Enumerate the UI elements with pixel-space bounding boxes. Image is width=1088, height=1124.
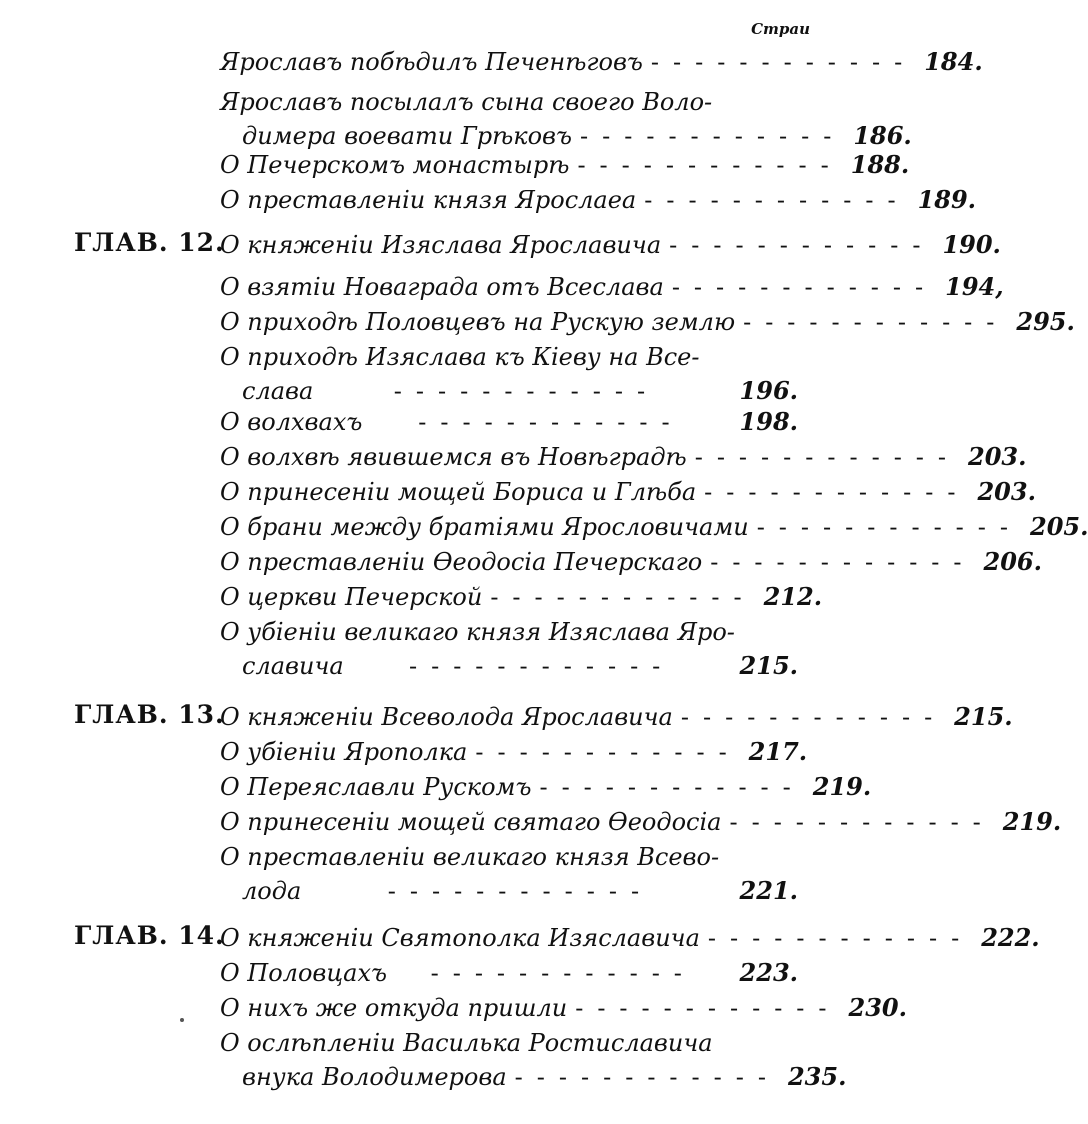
toc-page-number: 186. bbox=[853, 121, 912, 150]
toc-entry-line bbox=[220, 545, 1042, 579]
toc-page-number: 194, bbox=[945, 272, 1004, 301]
toc-entry-line bbox=[220, 1026, 798, 1060]
toc-entry bbox=[220, 183, 977, 217]
toc-entry bbox=[220, 1026, 847, 1094]
toc-entry bbox=[220, 475, 1036, 509]
chapter-14-heading: ГЛАВ. 14. bbox=[74, 921, 225, 950]
toc-entry-title: Ярославъ побѣдилъ Печенѣговъ bbox=[220, 48, 643, 76]
toc-entry bbox=[220, 770, 872, 804]
toc-entry bbox=[220, 805, 1062, 839]
toc-page-number: 222. bbox=[981, 923, 1040, 952]
toc-entry-title: О Переяславли Рускомъ bbox=[220, 773, 532, 801]
toc-entry-title: О нихъ же откуда пришли bbox=[220, 994, 568, 1022]
toc-entry-title: слава bbox=[242, 377, 314, 405]
dot-leader: ------------ bbox=[475, 738, 741, 766]
dot-leader: ------------ bbox=[580, 122, 846, 150]
toc-entry-line bbox=[220, 85, 798, 119]
toc-entry-title: О волхвахъ bbox=[220, 408, 363, 436]
dot-leader: ------------ bbox=[408, 652, 675, 680]
toc-entry-title: Ярославъ посылалъ сына своего Воло- bbox=[220, 88, 713, 116]
toc-page-number: 205. bbox=[1030, 512, 1088, 541]
toc-entry-line bbox=[220, 649, 798, 683]
toc-entry-line bbox=[220, 991, 907, 1025]
dot-leader: ------------ bbox=[650, 48, 917, 76]
dot-leader: ------------ bbox=[577, 151, 843, 179]
toc-entry-title: О убiенiи великаго князя Изяслава Яро- bbox=[220, 618, 735, 646]
dot-leader: ------------ bbox=[418, 408, 684, 436]
toc-entry bbox=[220, 615, 798, 683]
toc-entry-line bbox=[220, 956, 798, 990]
dot-leader: ------------ bbox=[387, 877, 654, 905]
dot-leader: ------------ bbox=[710, 548, 976, 576]
toc-entry-line bbox=[220, 510, 1088, 544]
toc-page-number: 198. bbox=[739, 407, 798, 436]
toc-entry-line bbox=[220, 340, 798, 374]
toc-entry-line bbox=[220, 921, 1040, 955]
toc-entry-line bbox=[220, 580, 823, 614]
toc-page-number: 184. bbox=[924, 47, 983, 76]
toc-entry-line bbox=[220, 270, 1004, 304]
toc-entry bbox=[220, 700, 1013, 734]
toc-entry-line bbox=[220, 840, 798, 874]
toc-page-number: 196. bbox=[739, 376, 798, 405]
toc-entry bbox=[220, 510, 1088, 544]
toc-entry-line bbox=[220, 615, 798, 649]
toc-entry-title: О брани между братiями Ярословичами bbox=[220, 513, 749, 541]
ink-speck bbox=[180, 1018, 184, 1022]
dot-leader: ------------ bbox=[575, 994, 841, 1022]
dot-leader: ------------ bbox=[393, 377, 660, 405]
toc-entry bbox=[220, 921, 1040, 955]
toc-entry bbox=[220, 440, 1027, 474]
toc-entry-line bbox=[220, 374, 798, 408]
dot-leader: ------------ bbox=[694, 443, 961, 471]
dot-leader: ------------ bbox=[514, 1063, 780, 1091]
dot-leader: ------------ bbox=[430, 959, 696, 987]
toc-entry-line bbox=[220, 770, 872, 804]
toc-entry-title: лода bbox=[242, 877, 302, 905]
chapter-13-heading: ГЛАВ. 13. bbox=[74, 700, 225, 729]
toc-entry-line bbox=[220, 874, 798, 908]
toc-entry-title: О княженiи Святополка Изяславича bbox=[220, 924, 700, 952]
toc-entry bbox=[220, 991, 907, 1025]
toc-page-number: 215. bbox=[739, 651, 798, 680]
toc-entry-title: О княженiи Всеволода Ярославича bbox=[220, 703, 673, 731]
toc-page-number: 221. bbox=[739, 876, 798, 905]
toc-entry bbox=[220, 545, 1042, 579]
toc-entry-line bbox=[220, 1060, 847, 1094]
toc-entry-title: О преставленiи Ѳеодосiа Печерскаго bbox=[220, 548, 703, 576]
dot-leader: ------------ bbox=[729, 808, 995, 836]
toc-page-number: 203. bbox=[968, 442, 1027, 471]
toc-entry-title: О преставленiи великаго князя Всево- bbox=[220, 843, 720, 871]
chapter-12-heading: ГЛАВ. 12. bbox=[74, 228, 225, 257]
toc-page-number: 295. bbox=[1016, 307, 1075, 336]
toc-entry-title: славича bbox=[242, 652, 344, 680]
toc-entry bbox=[220, 148, 910, 182]
toc-page-number: 219. bbox=[1002, 807, 1062, 836]
toc-entry bbox=[220, 85, 912, 153]
toc-page-number: 206. bbox=[983, 547, 1042, 576]
dot-leader: ------------ bbox=[669, 231, 935, 259]
toc-page-number: 188. bbox=[850, 150, 910, 179]
dot-leader: ------------ bbox=[680, 703, 947, 731]
toc-page-number: 189. bbox=[917, 185, 977, 214]
toc-entry-line bbox=[220, 45, 983, 79]
toc-entry bbox=[220, 340, 798, 408]
toc-entry-title: О преставленiи князя Ярослаеа bbox=[220, 186, 637, 214]
toc-entry bbox=[220, 956, 798, 990]
toc-entry-title: О взятiи Новаграда отъ Всеслава bbox=[220, 273, 664, 301]
dot-leader: ------------ bbox=[539, 773, 805, 801]
toc-entry-title: О приходѣ Изяслава къ Кiеву на Все- bbox=[220, 343, 700, 371]
toc-entry-title: О приходѣ Половцевъ на Рускую землю bbox=[220, 308, 736, 336]
toc-entry-line bbox=[220, 305, 1075, 339]
dot-leader: ------------ bbox=[743, 308, 1009, 336]
dot-leader: ------------ bbox=[707, 924, 974, 952]
toc-entry-title: О принесенiи мощей святаго Ѳеодосiа bbox=[220, 808, 722, 836]
toc-entry bbox=[220, 45, 983, 79]
toc-entry-title: О волхвѣ явившемся въ Новѣградѣ bbox=[220, 443, 687, 471]
dot-leader: ------------ bbox=[756, 513, 1022, 541]
toc-entry-title: О церкви Печерской bbox=[220, 583, 483, 611]
toc-entry bbox=[220, 735, 808, 769]
toc-entry-title: О убiенiи Ярополка bbox=[220, 738, 468, 766]
toc-entry bbox=[220, 305, 1075, 339]
dot-leader: ------------ bbox=[644, 186, 910, 214]
toc-entry-line bbox=[220, 475, 1036, 509]
toc-entry-title: О принесенiи мощей Бориса и Глѣба bbox=[220, 478, 697, 506]
toc-entry-title: О Печерскомъ монастырѣ bbox=[220, 151, 570, 179]
toc-entry bbox=[220, 228, 1001, 262]
toc-entry bbox=[220, 405, 798, 439]
toc-entry-title: О княженiи Изяслава Ярославича bbox=[220, 231, 662, 259]
toc-entry-title: внука Володимерова bbox=[242, 1063, 507, 1091]
toc-entry-line bbox=[220, 805, 1062, 839]
toc-entry-title: О Половцахъ bbox=[220, 959, 387, 987]
toc-entry bbox=[220, 270, 1004, 304]
toc-entry-line bbox=[220, 405, 798, 439]
toc-page-number: 223. bbox=[739, 958, 798, 987]
toc-page-number: 215. bbox=[954, 702, 1013, 731]
dot-leader: ------------ bbox=[671, 273, 938, 301]
toc-page-number: 203. bbox=[977, 477, 1036, 506]
toc-entry-line bbox=[220, 183, 977, 217]
toc-entry-line bbox=[220, 148, 910, 182]
toc-page-number: 235. bbox=[787, 1062, 847, 1091]
toc-entry bbox=[220, 840, 798, 908]
toc-page-number: 230. bbox=[848, 993, 907, 1022]
toc-page-number: 219. bbox=[812, 772, 872, 801]
toc-entry bbox=[220, 580, 823, 614]
page-column-header: Страи bbox=[751, 20, 810, 38]
toc-entry-line bbox=[220, 440, 1027, 474]
dot-leader: ------------ bbox=[490, 583, 756, 611]
toc-entry-line bbox=[220, 228, 1001, 262]
toc-entry-title: О ослѣпленiи Василька Ростиславича bbox=[220, 1029, 713, 1057]
toc-page-number: 212. bbox=[763, 582, 823, 611]
toc-entry-line bbox=[220, 700, 1013, 734]
toc-entry-line bbox=[220, 735, 808, 769]
toc-entry-title: димера воевати Грѣковъ bbox=[242, 122, 572, 150]
toc-page-number: 217. bbox=[748, 737, 808, 766]
toc-page-number: 190. bbox=[942, 230, 1001, 259]
dot-leader: ------------ bbox=[704, 478, 970, 506]
